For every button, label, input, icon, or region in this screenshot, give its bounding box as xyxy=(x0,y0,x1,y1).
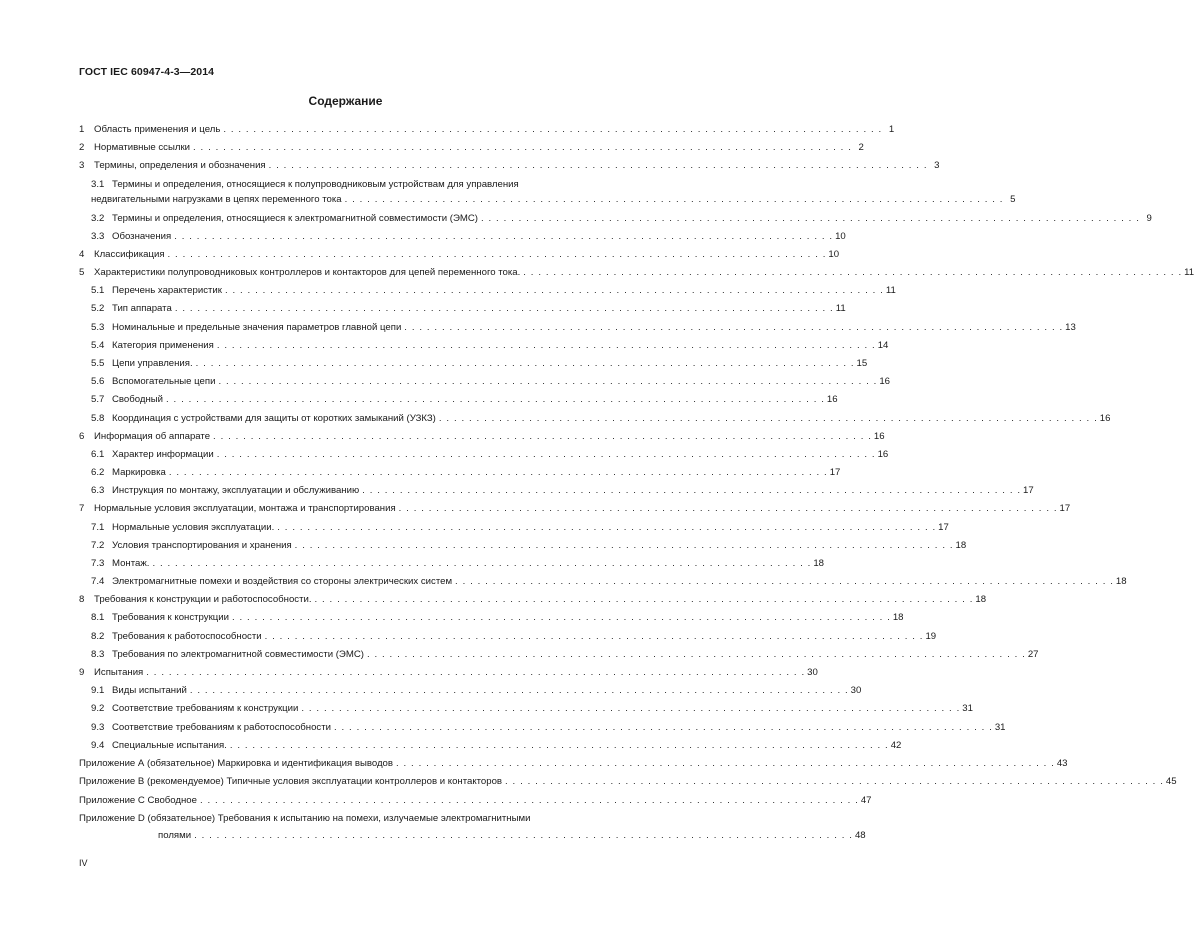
toc-appendix-a[interactable]: Приложение А (обязательное) Маркировка и идентификация выводов . . . 43 xyxy=(79,757,615,770)
page-title: Содержание xyxy=(308,94,383,108)
toc-entry-6-1[interactable]: 6.1 Характер информации . . . 16 xyxy=(91,448,615,461)
toc-entry-6-2[interactable]: 6.2 Маркировка . . . 17 xyxy=(91,466,615,479)
toc-appendix-d[interactable]: полями . . . 48 xyxy=(158,829,615,842)
toc-entry-8-3[interactable]: 8.3 Требования по электромагнитной совместимости (ЭМС) . . . 27 xyxy=(91,648,615,661)
toc-entry-3-3[interactable]: 3.3 Обозначения . . . 10 xyxy=(91,230,615,243)
toc-entry-5-7[interactable]: 5.7 Свободный . . . 16 xyxy=(91,393,615,406)
toc-appendix-b[interactable]: Приложение В (рекомендуемое) Типичные условия эксплуатации контроллеров и контакторов . . . 45 xyxy=(79,775,615,788)
toc-entry-6-3[interactable]: 6.3 Инструкция по монтажу, эксплуатации и обслуживанию . . . 17 xyxy=(91,484,615,497)
toc-entry-5-1[interactable]: 5.1 Перечень характеристик . . . 11 xyxy=(91,284,615,297)
toc-entry-9-4[interactable]: 9.4 Специальные испытания. . . . 42 xyxy=(91,739,615,752)
toc-entry-7-3[interactable]: 7.3 Монтаж. . . . 18 xyxy=(91,557,615,570)
toc-entry-8-1[interactable]: 8.1 Требования к конструкции . . . 18 xyxy=(91,611,615,624)
toc-entry-1[interactable]: 1 Область применения и цель . . . 1 xyxy=(79,123,615,136)
toc-entry-4[interactable]: 4 Классификация . . . 10 xyxy=(79,248,615,261)
toc-entry-3-1[interactable]: недвигательными нагрузками в цепях переменного тока . . . 5 xyxy=(91,193,615,206)
toc-entry-3[interactable]: 3 Термины, определения и обозначения . . . 3 xyxy=(79,159,615,172)
toc-entry-5-5[interactable]: 5.5 Цепи управления. . . . 15 xyxy=(91,357,615,370)
toc-entry-9-2[interactable]: 9.2 Соответствие требованиям к конструкции . . . 31 xyxy=(91,702,615,715)
toc-entry-3-1-line1[interactable]: 3.1 Термины и определения, относящиеся к полупроводниковым устройствам для управления xyxy=(91,179,519,190)
toc-entry-9[interactable]: 9 Испытания . . . 30 xyxy=(79,666,615,679)
toc-entry-8-2[interactable]: 8.2 Требования к работоспособности . . . 19 xyxy=(91,630,615,643)
toc-entry-5-3[interactable]: 5.3 Номинальные и предельные значения параметров главной цепи . . . 13 xyxy=(91,321,615,334)
toc-entry-7[interactable]: 7 Нормальные условия эксплуатации, монтажа и транспортирования . . . 17 xyxy=(79,502,615,515)
toc-entry-7-2[interactable]: 7.2 Условия транспортирования и хранения . . . 18 xyxy=(91,539,615,552)
toc-entry-5-8[interactable]: 5.8 Координация с устройствами для защиты от коротких замыканий (УЗКЗ) . . . 16 xyxy=(91,412,615,425)
toc-entry-3-2[interactable]: 3.2 Термины и определения, относящиеся к электромагнитной совместимости (ЭМС) . . . 9 xyxy=(91,212,615,225)
toc-entry-7-4[interactable]: 7.4 Электромагнитные помехи и воздействия со стороны электрических систем . . . 18 xyxy=(91,575,615,588)
toc-appendix-d-line1[interactable]: Приложение D (обязательное) Требования к испытанию на помехи, излучаемые электромагнитными xyxy=(79,813,531,824)
document-header: ГОСТ IEC 60947-4-3—2014 xyxy=(79,66,215,78)
toc-entry-5-2[interactable]: 5.2 Тип аппарата . . . 11 xyxy=(91,302,615,315)
toc-entry-9-3[interactable]: 9.3 Соответствие требованиям к работоспособности . . . 31 xyxy=(91,721,615,734)
toc-entry-7-1[interactable]: 7.1 Нормальные условия эксплуатации. . . . 17 xyxy=(91,521,615,534)
toc-appendix-c[interactable]: Приложение С Свободное . . . 47 xyxy=(79,794,615,807)
toc-entry-5-4[interactable]: 5.4 Категория применения . . . 14 xyxy=(91,339,615,352)
toc-entry-5-6[interactable]: 5.6 Вспомогательные цепи . . . 16 xyxy=(91,375,615,388)
toc-entry-8[interactable]: 8 Требования к конструкции и работоспособности. . . . 18 xyxy=(79,593,615,606)
toc-entry-6[interactable]: 6 Информация об аппарате . . . 16 xyxy=(79,430,615,443)
page-number: IV xyxy=(79,858,88,868)
toc-entry-9-1[interactable]: 9.1 Виды испытаний . . . 30 xyxy=(91,684,615,697)
toc-entry-5[interactable]: 5 Характеристики полупроводниковых контроллеров и контакторов для цепей переменного тока. . . . 11 xyxy=(79,266,615,279)
toc-entry-2[interactable]: 2 Нормативные ссылки . . . 2 xyxy=(79,141,615,154)
